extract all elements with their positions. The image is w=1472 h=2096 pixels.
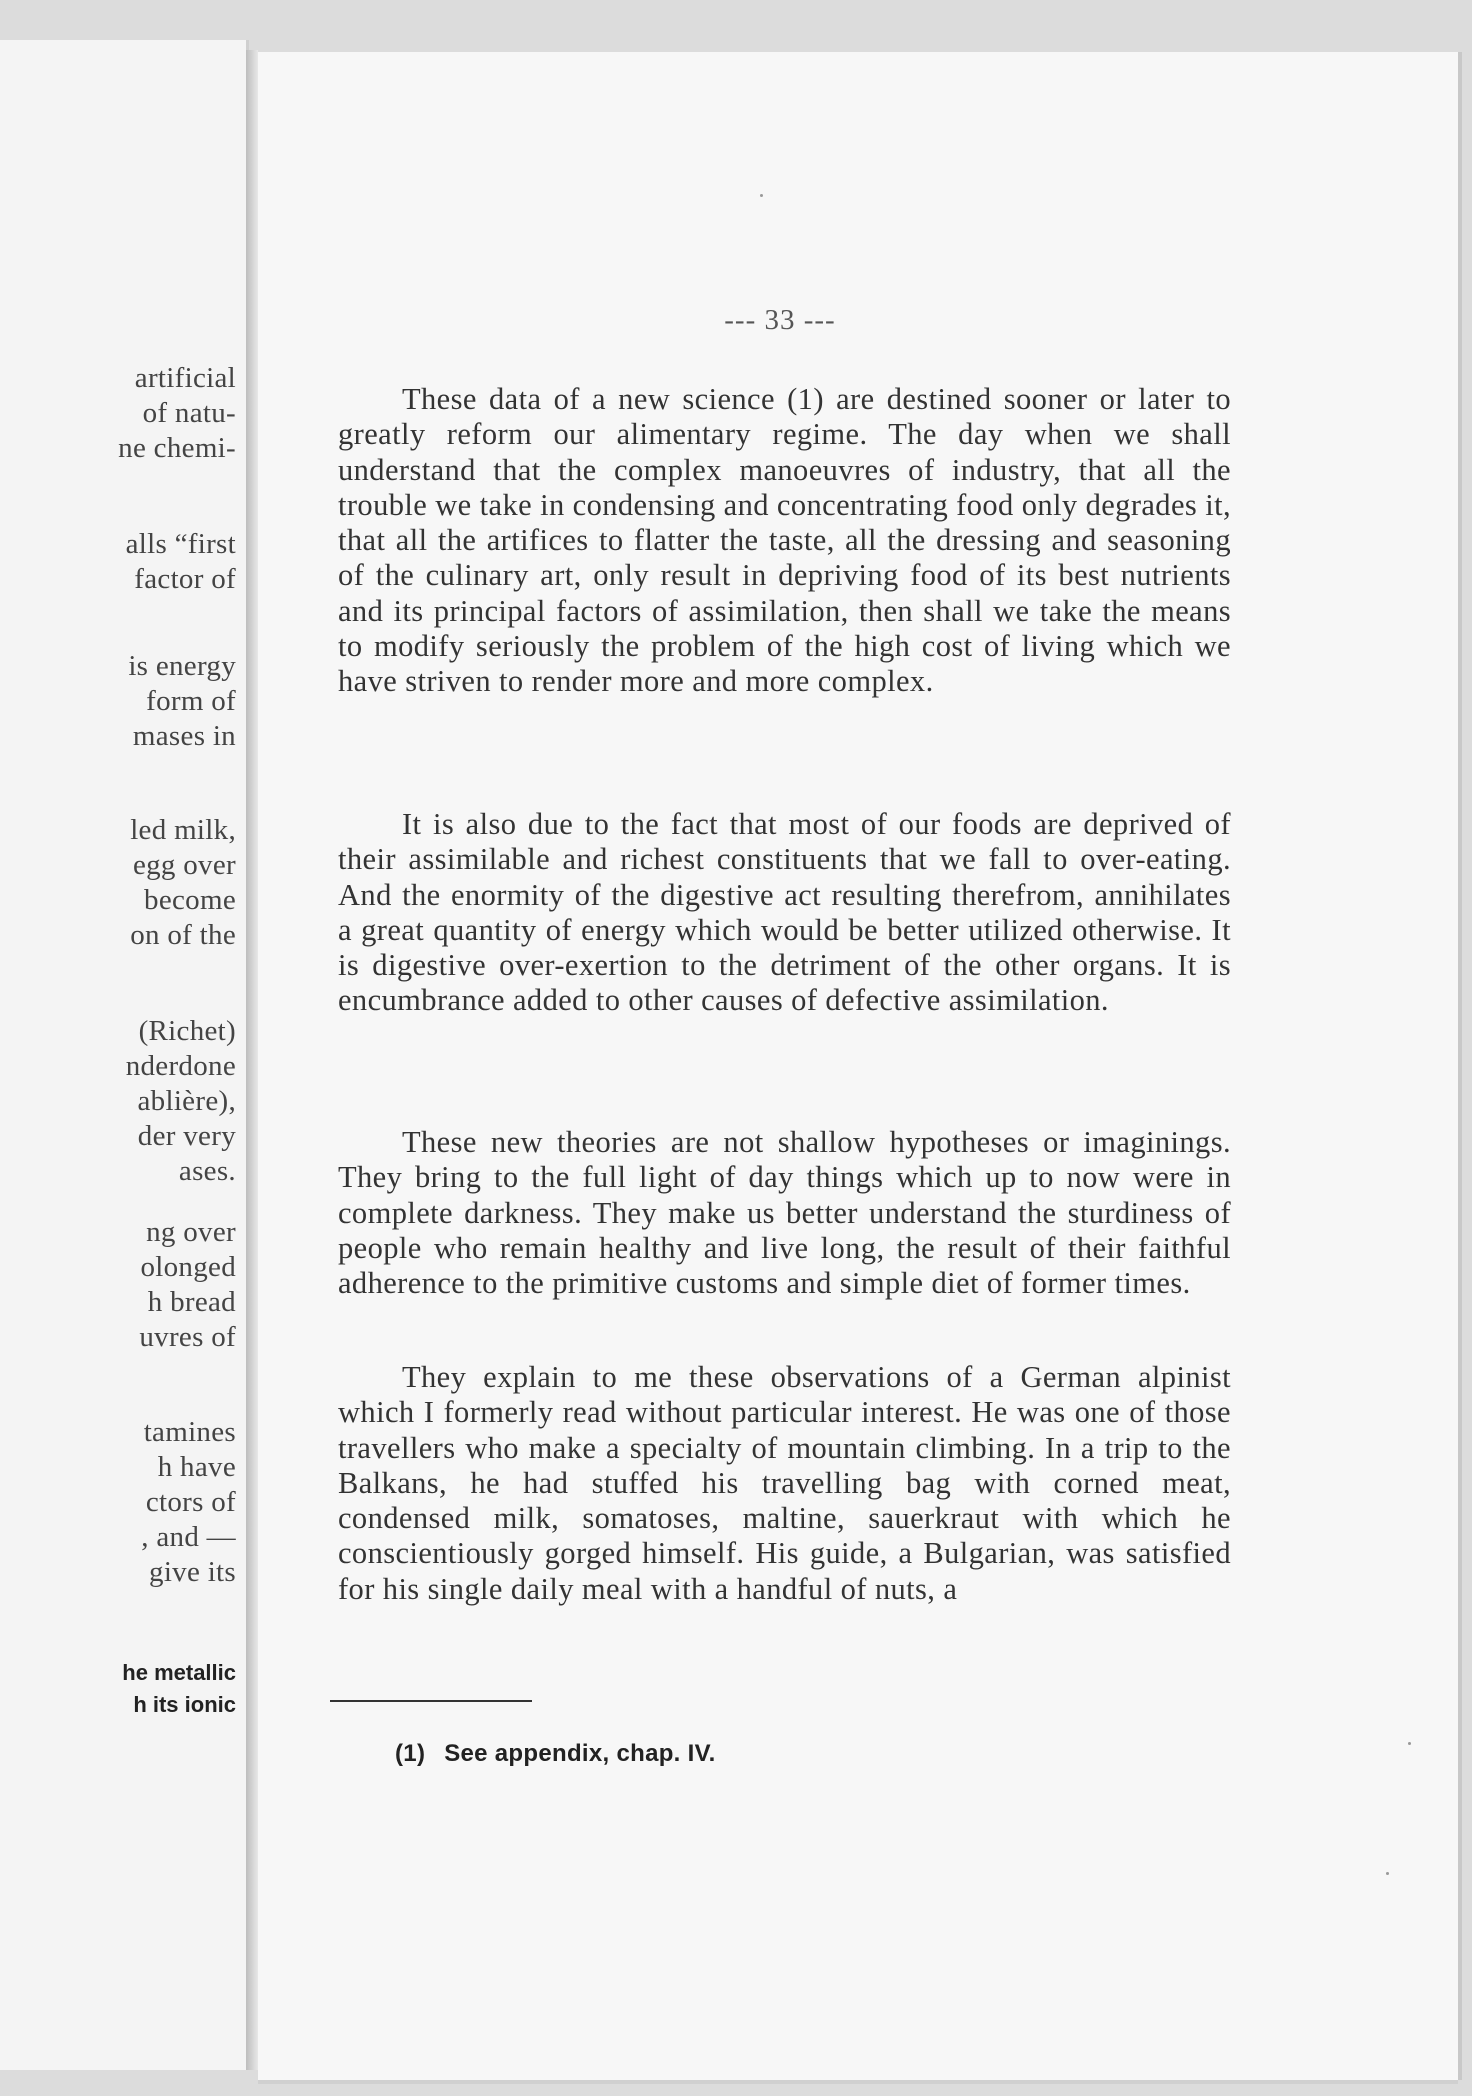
body-paragraph: These data of a new science (1) are destined sooner or later to greatly reform our alimentary regime. The day when we shall understand that the complex manoeuvres of industry, that all the trouble we take in condensing and concentrating food only degrades it, that all the artifices to flatter the taste, all the dressing and seasoning of the culinary art, only result in depriving food of its best nutrients and its principal factors of assimilation, then shall we take the means to modify seriously the problem of the high cost of living which we have striven to render more and more complex. bbox=[338, 382, 1231, 699]
paper-speck bbox=[760, 194, 763, 197]
left-text-fragment: become bbox=[144, 884, 236, 916]
left-footnote-fragment: h its ionic bbox=[133, 1692, 236, 1717]
left-page-fragment bbox=[0, 40, 249, 2070]
left-text-fragment: ng over bbox=[146, 1216, 236, 1248]
body-paragraph: These new theories are not shallow hypotheses or imaginings. They bring to the full light of day things which up to now were in complete darkness. They make us better understand the sturdiness of people who remain healthy and live long, the result of their faithful adherence to the primitive customs and simple diet of former times. bbox=[338, 1125, 1231, 1301]
left-text-fragment: on of the bbox=[130, 919, 236, 951]
left-text-fragment: h bread bbox=[147, 1286, 236, 1318]
body-paragraph: It is also due to the fact that most of our foods are deprived of their assimilable and richest constituents that we fall to over-eating. And the enormity of the digestive act resulting therefrom, annihilates a great quantity of energy which would be better utilized otherwise. It is digestive over-exertion to the detriment of the other organs. It is encumbrance added to other causes of defective assimilation. bbox=[338, 807, 1231, 1018]
right-page bbox=[258, 52, 1458, 2080]
left-text-fragment: nderdone bbox=[125, 1050, 236, 1082]
left-text-fragment: led milk, bbox=[130, 814, 236, 846]
book-spine bbox=[246, 50, 258, 2070]
left-text-fragment: artificial bbox=[134, 362, 236, 394]
left-text-fragment: ases. bbox=[178, 1155, 236, 1187]
footnote-text: See appendix, chap. IV. bbox=[444, 1740, 716, 1767]
left-text-fragment: form of bbox=[146, 685, 236, 717]
paper-speck bbox=[1408, 1742, 1411, 1745]
page-number: --- 33 --- bbox=[724, 304, 836, 336]
left-text-fragment: of natu- bbox=[142, 397, 236, 429]
footnote-rule bbox=[330, 1700, 532, 1702]
left-text-fragment: factor of bbox=[134, 563, 236, 595]
left-text-fragment: der very bbox=[137, 1120, 236, 1152]
left-text-fragment: egg over bbox=[132, 849, 236, 881]
left-footnote-fragment: he metallic bbox=[122, 1660, 236, 1685]
left-text-fragment: ne chemi- bbox=[118, 432, 236, 464]
left-text-fragment: olonged bbox=[140, 1251, 236, 1283]
left-text-fragment: is energy bbox=[128, 650, 236, 682]
left-text-fragment: h have bbox=[157, 1451, 236, 1483]
left-text-fragment: tamines bbox=[143, 1416, 236, 1448]
left-text-fragment: alls “first bbox=[125, 528, 236, 560]
paper-speck bbox=[1386, 1872, 1389, 1875]
left-text-fragment: mases in bbox=[132, 720, 236, 752]
footnote-mark: (1) bbox=[395, 1740, 426, 1767]
left-text-fragment: , and — bbox=[141, 1521, 236, 1553]
footnote bbox=[395, 1740, 716, 1768]
left-text-fragment: (Richet) bbox=[138, 1015, 236, 1047]
body-paragraph: They explain to me these observations of a German alpinist which I formerly read without particular interest. He was one of those travellers who make a specialty of mountain climbing. In a trip to the Balkans, he had stuffed his travelling bag with corned meat, condensed milk, somatoses, maltine, sauerkraut with which he conscientiously gorged himself. His guide, a Bulgarian, was satisfied for his single daily meal with a handful of nuts, a bbox=[338, 1360, 1231, 1606]
left-text-fragment: uvres of bbox=[139, 1321, 236, 1353]
left-text-fragment: ctors of bbox=[145, 1486, 236, 1518]
left-text-fragment: give its bbox=[149, 1556, 236, 1588]
left-text-fragment: ablière), bbox=[137, 1085, 236, 1117]
